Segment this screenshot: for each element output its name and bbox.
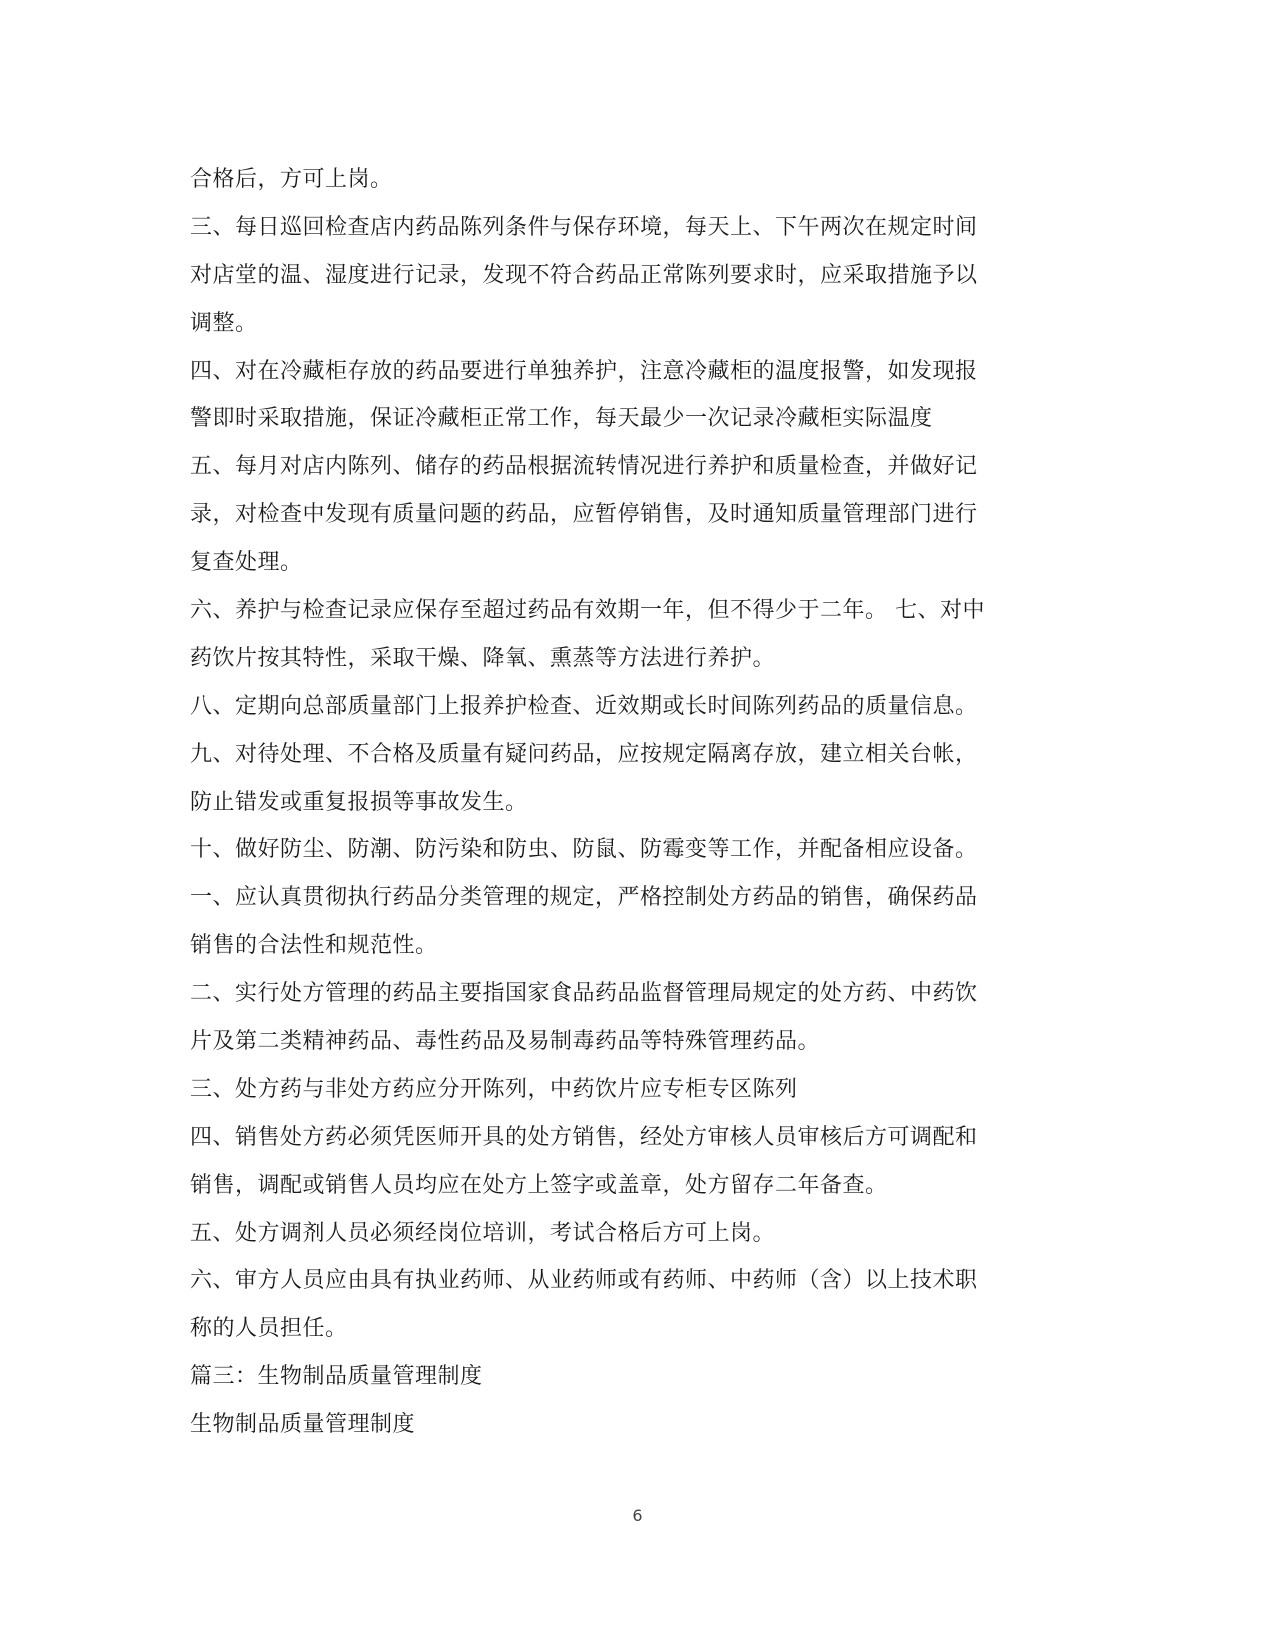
text-line: 合格后，方可上岗。 xyxy=(190,167,393,192)
text-line: 销售的合法性和规范性。 xyxy=(190,933,438,959)
text-line: 四、销售处方药必须凭医师开具的处方销售，经处方审核人员审核后方可调配和 xyxy=(190,1124,978,1150)
text-line: 五、每月对店内陈列、储存的药品根据流转情况进行养护和质量检查，并做好记 xyxy=(190,454,978,480)
text-line: 复查处理。 xyxy=(190,550,303,576)
section-title: 生物制品质量管理制度 xyxy=(190,1412,416,1438)
text-line: 十、做好防尘、防潮、防污染和防虫、防鼠、防霉变等工作，并配备相应设备。 xyxy=(190,837,978,863)
text-line: 九、对待处理、不合格及质量有疑问药品，应按规定隔离存放，建立相关台帐， xyxy=(190,741,978,767)
section-heading: 篇三：生物制品质量管理制度 xyxy=(190,1364,483,1390)
text-line: 八、定期向总部质量部门上报养护检查、近效期或长时间陈列药品的质量信息。 xyxy=(190,693,978,719)
text-line: 调整。 xyxy=(190,310,258,336)
page-number: 6 xyxy=(632,1506,643,1525)
text-line: 片及第二类精神药品、毒性药品及易制毒药品等特殊管理药品。 xyxy=(190,1029,821,1055)
text-line: 对店堂的温、湿度进行记录，发现不符合药品正常陈列要求时，应采取措施予以 xyxy=(190,262,978,288)
text-line: 三、处方药与非处方药应分开陈列，中药饮片应专柜专区陈列 xyxy=(190,1076,798,1102)
text-line: 六、养护与检查记录应保存至超过药品有效期一年，但不得少于二年。 七、对中 xyxy=(190,598,985,624)
text-line: 称的人员担任。 xyxy=(190,1316,348,1342)
text-line: 一、应认真贯彻执行药品分类管理的规定，严格控制处方药品的销售，确保药品 xyxy=(190,885,978,911)
text-line: 销售，调配或销售人员均应在处方上签字或盖章，处方留存二年备查。 xyxy=(190,1172,888,1198)
text-line: 录，对检查中发现有质量问题的药品，应暂停销售，及时通知质量管理部门进行 xyxy=(190,502,978,528)
text-line: 三、每日巡回检查店内药品陈列条件与保存环境，每天上、下午两次在规定时间 xyxy=(190,214,978,240)
text-line: 四、对在冷藏柜存放的药品要进行单独养护，注意冷藏柜的温度报警，如发现报 xyxy=(190,358,978,384)
text-line: 警即时采取措施，保证冷藏柜正常工作，每天最少一次记录冷藏柜实际温度 xyxy=(190,406,933,432)
text-line: 二、实行处方管理的药品主要指国家食品药品监督管理局规定的处方药、中药饮 xyxy=(190,981,978,1007)
text-line: 六、审方人员应由具有执业药师、从业药师或有药师、中药师（含）以上技术职 xyxy=(190,1268,978,1294)
text-line: 药饮片按其特性，采取干燥、降氧、熏蒸等方法进行养护。 xyxy=(190,645,776,671)
document-body xyxy=(190,156,1090,1449)
text-line: 防止错发或重复报损等事故发生。 xyxy=(190,789,528,815)
text-line: 五、处方调剂人员必须经岗位培训，考试合格后方可上岗。 xyxy=(190,1220,776,1246)
